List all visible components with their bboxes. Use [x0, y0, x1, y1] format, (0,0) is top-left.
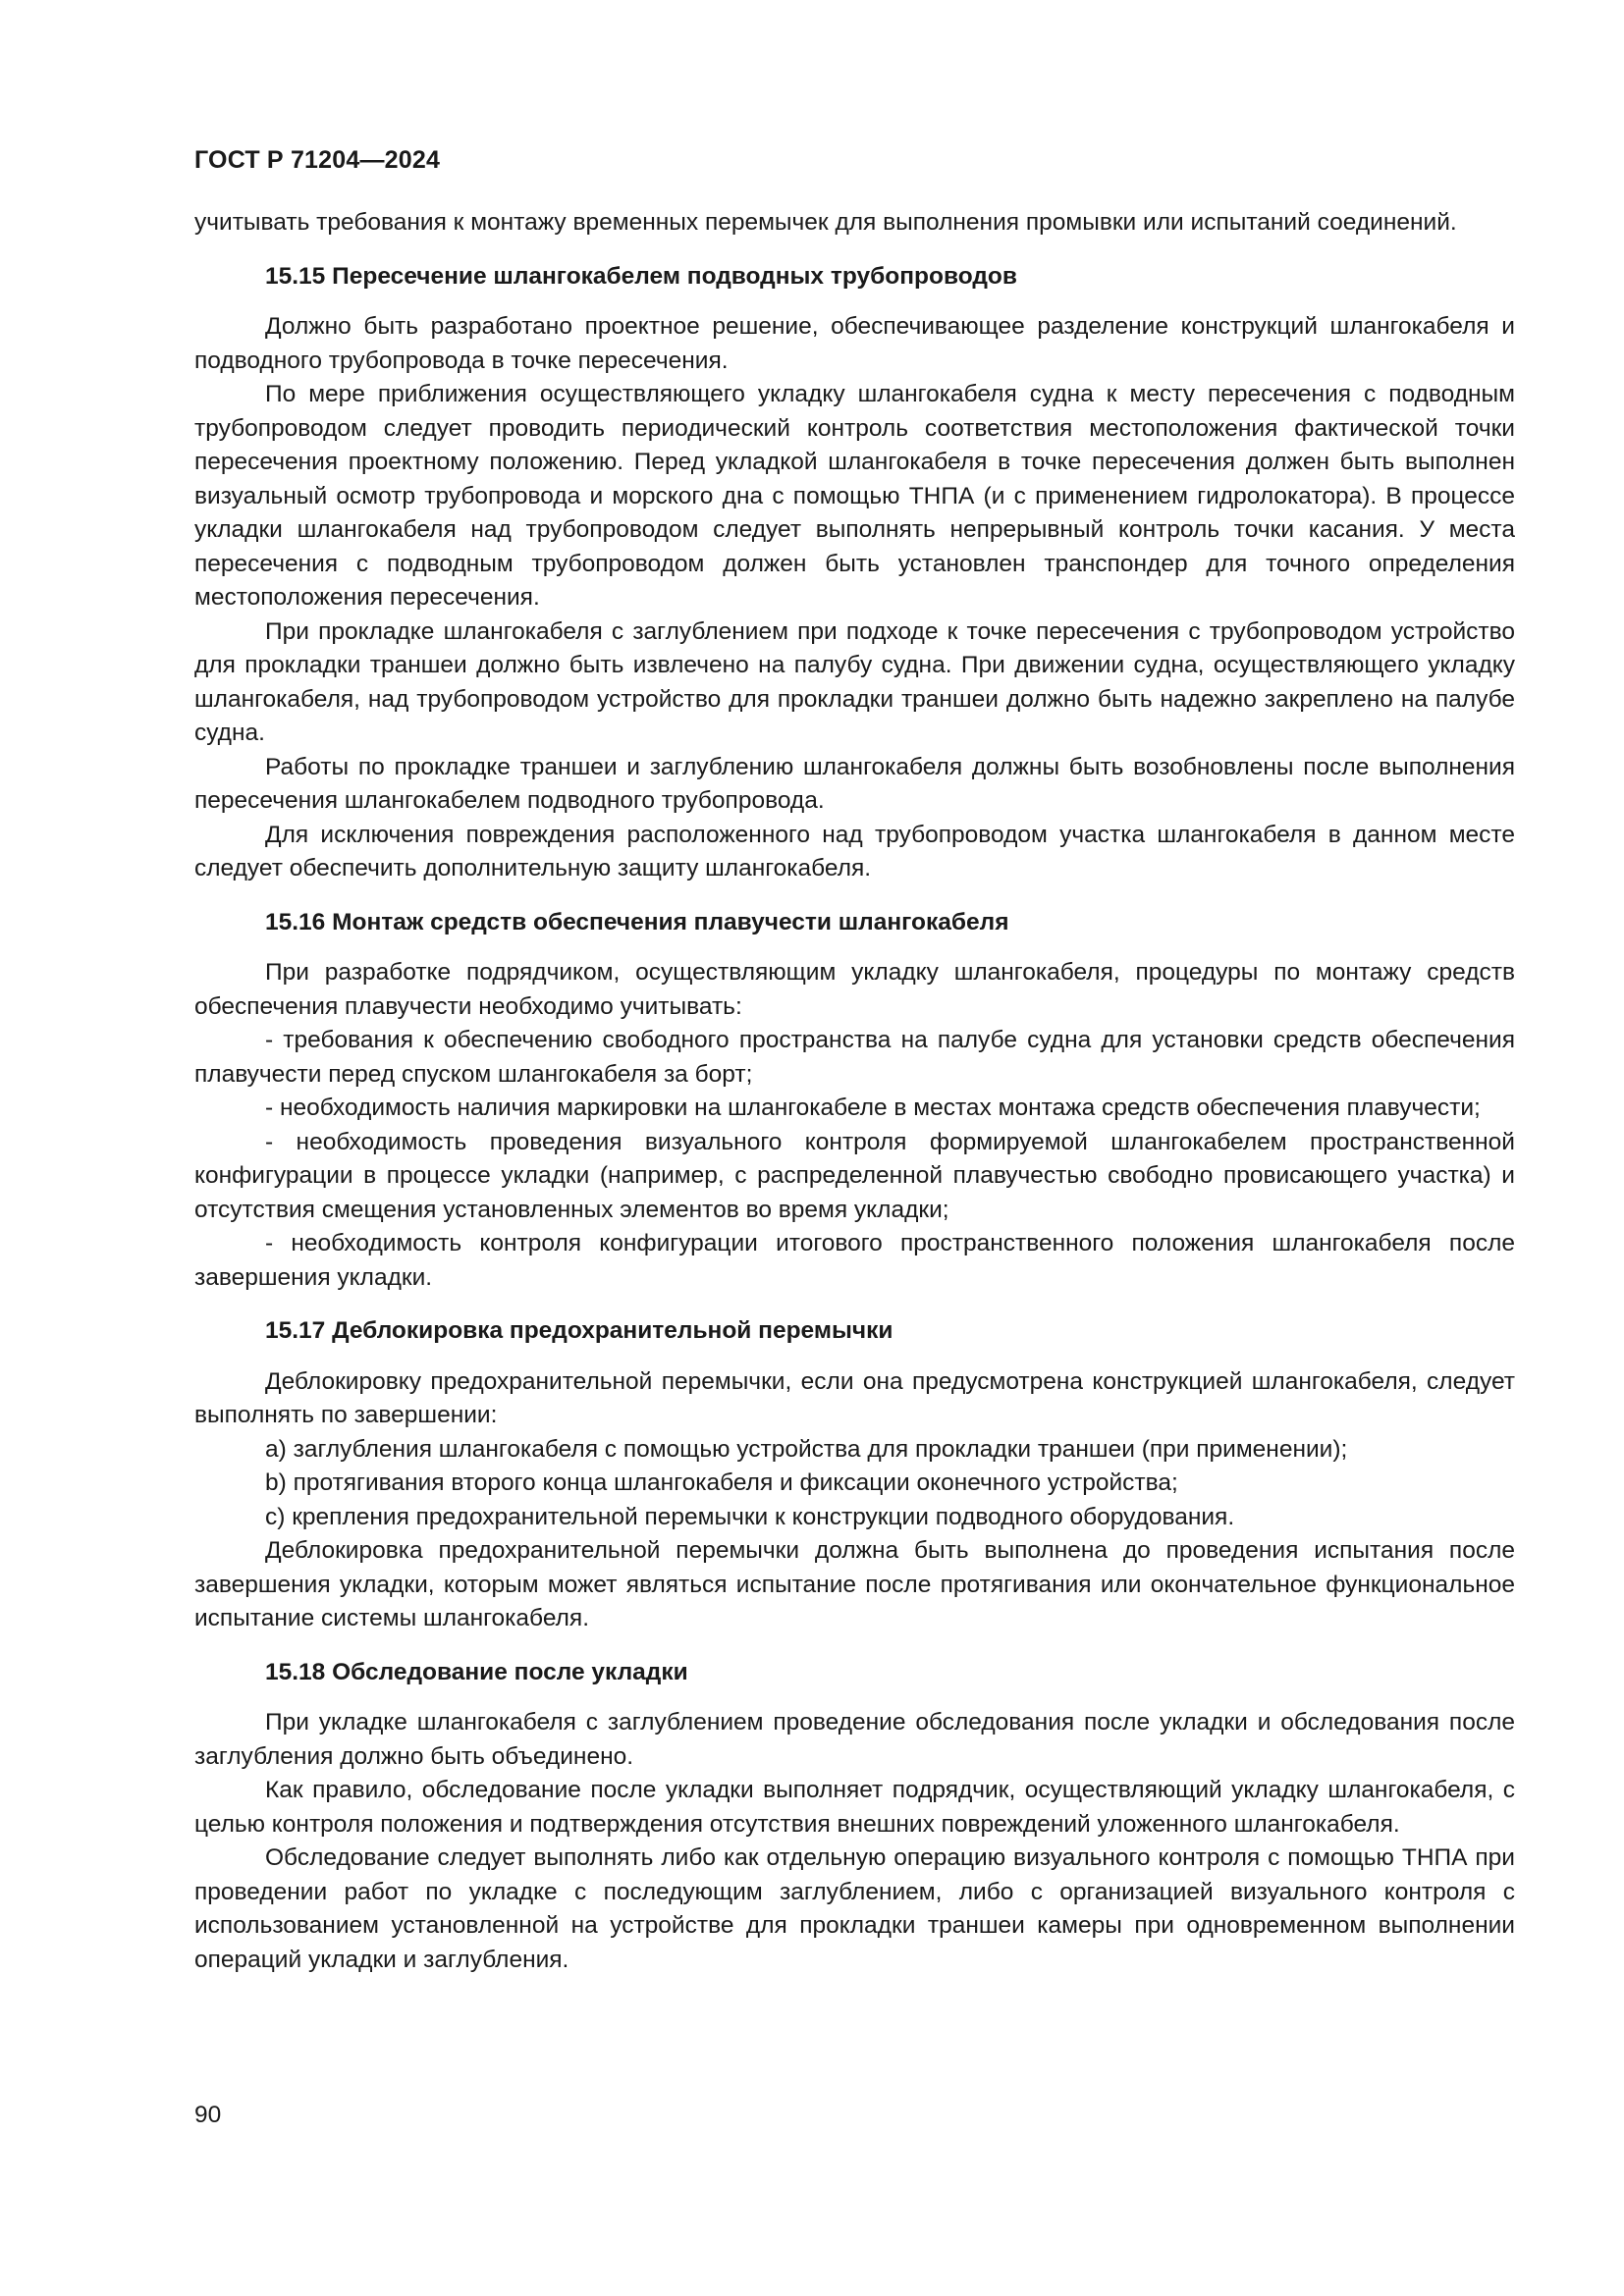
paragraph: Должно быть разработано проектное решение, обеспечивающее разделение конструкций шлангокабеля и подводного трубопровода в точке пересечения. — [194, 313, 1515, 374]
paragraph: Деблокировка предохранительной перемычки должна быть выполнена до проведения испытания после завершения укладки, которым может являться испытание после протягивания или окончательное функциональное испытание системы шлангокабеля. — [194, 1537, 1515, 1631]
list-item: - необходимость контроля конфигурации итогового пространственного положения шлангокабеля после завершения укладки. — [194, 1230, 1515, 1291]
list-item: - требования к обеспечению свободного пространства на палубе судна для установки средств обеспечения плавучести перед спуском шлангокабеля за борт; — [194, 1027, 1515, 1088]
paragraph: При разработке подрядчиком, осуществляющим укладку шлангокабеля, процедуры по монтажу средств обеспечения плавучести необходимо учитывать: — [194, 959, 1515, 1020]
page-number: 90 — [194, 2102, 222, 2128]
section-heading: 15.16 Монтаж средств обеспечения плавучести шлангокабеля — [265, 908, 1009, 935]
section-15-18 — [194, 1656, 1515, 1978]
paragraph: По мере приближения осуществляющего укладку шлангокабеля судна к месту пересечения с подводным трубопроводом следует проводить периодический контроль соответствия местоположения фактической точки пересечения проектному положению. Перед укладкой шлангокабеля в точке пересечения должен быть выполнен визуальный осмотр трубопровода и морского дна с помощью ТНПА (и с применением гидролокатора). В процессе укладки шлангокабеля над трубопроводом следует выполнять непрерывный контроль точки касания. У места пересечения с подводным трубопроводом должен быть установлен транспондер для точного определения местоположения пересечения. — [194, 381, 1515, 611]
section-15-16 — [194, 906, 1515, 1296]
section-15-15 — [194, 260, 1515, 886]
continuation-paragraph: учитывать требования к монтажу временных перемычек для выполнения промывки или испытаний соединений. — [194, 209, 1457, 236]
paragraph: Обследование следует выполнять либо как отдельную операцию визуального контроля с помощью ТНПА при проведении работ по укладке с последующим заглублением, либо с организацией визуального контроля с использованием установленной на устройстве для прокладки траншеи камеры при одновременном выполнении операций укладки и заглубления. — [194, 1844, 1515, 1973]
list-item: c) крепления предохранительной перемычки к конструкции подводного оборудования. — [265, 1503, 1235, 1530]
section-heading: 15.17 Деблокировка предохранительной перемычки — [265, 1317, 893, 1344]
section-15-17 — [194, 1314, 1515, 1636]
list-item: - необходимость проведения визуального контроля формируемой шлангокабелем пространственной конфигурации в процессе укладки (например, с распределенной плавучестью свободно провисающего участка) и отсутствия смещения установленных элементов во время укладки; — [194, 1128, 1515, 1223]
list-item: - необходимость наличия маркировки на шлангокабеле в местах монтажа средств обеспечения плавучести; — [265, 1095, 1481, 1121]
section-heading: 15.15 Пересечение шлангокабелем подводных трубопроводов — [265, 262, 1017, 290]
section-heading: 15.18 Обследование после укладки — [265, 1658, 688, 1685]
paragraph: При укладке шлангокабеля с заглублением проведение обследования после укладки и обследования после заглубления должно быть объединено. — [194, 1709, 1515, 1770]
paragraph: Как правило, обследование после укладки выполняет подрядчик, осуществляющий укладку шлангокабеля, с целью контроля положения и подтверждения отсутствия внешних повреждений уложенного шлангокабеля. — [194, 1777, 1515, 1838]
list-item: b) протягивания второго конца шлангокабеля и фиксации оконечного устройства; — [265, 1469, 1178, 1496]
document-code-header: ГОСТ Р 71204—2024 — [194, 146, 441, 174]
document-page — [194, 145, 1515, 1977]
paragraph: Деблокировку предохранительной перемычки, если она предусмотрена конструкцией шлангокабеля, следует выполнять по завершении: — [194, 1367, 1515, 1428]
paragraph: Работы по прокладке траншеи и заглублению шлангокабеля должны быть возобновлены после выполнения пересечения шлангокабелем подводного трубопровода. — [194, 753, 1515, 814]
paragraph: При прокладке шлангокабеля с заглублением при подходе к точке пересечения с трубопроводом устройство для прокладки траншеи должно быть извлечено на палубу судна. При движении судна, осуществляющего укладку шлангокабеля, над трубопроводом устройство для прокладки траншеи должно быть надежно закреплено на палубе судна. — [194, 617, 1515, 746]
paragraph: Для исключения повреждения расположенного над трубопроводом участка шлангокабеля в данном месте следует обеспечить дополнительную защиту шлангокабеля. — [194, 821, 1515, 881]
list-item: a) заглубления шлангокабеля с помощью устройства для прокладки траншеи (при применении); — [265, 1435, 1348, 1463]
document-body — [194, 206, 1515, 1977]
